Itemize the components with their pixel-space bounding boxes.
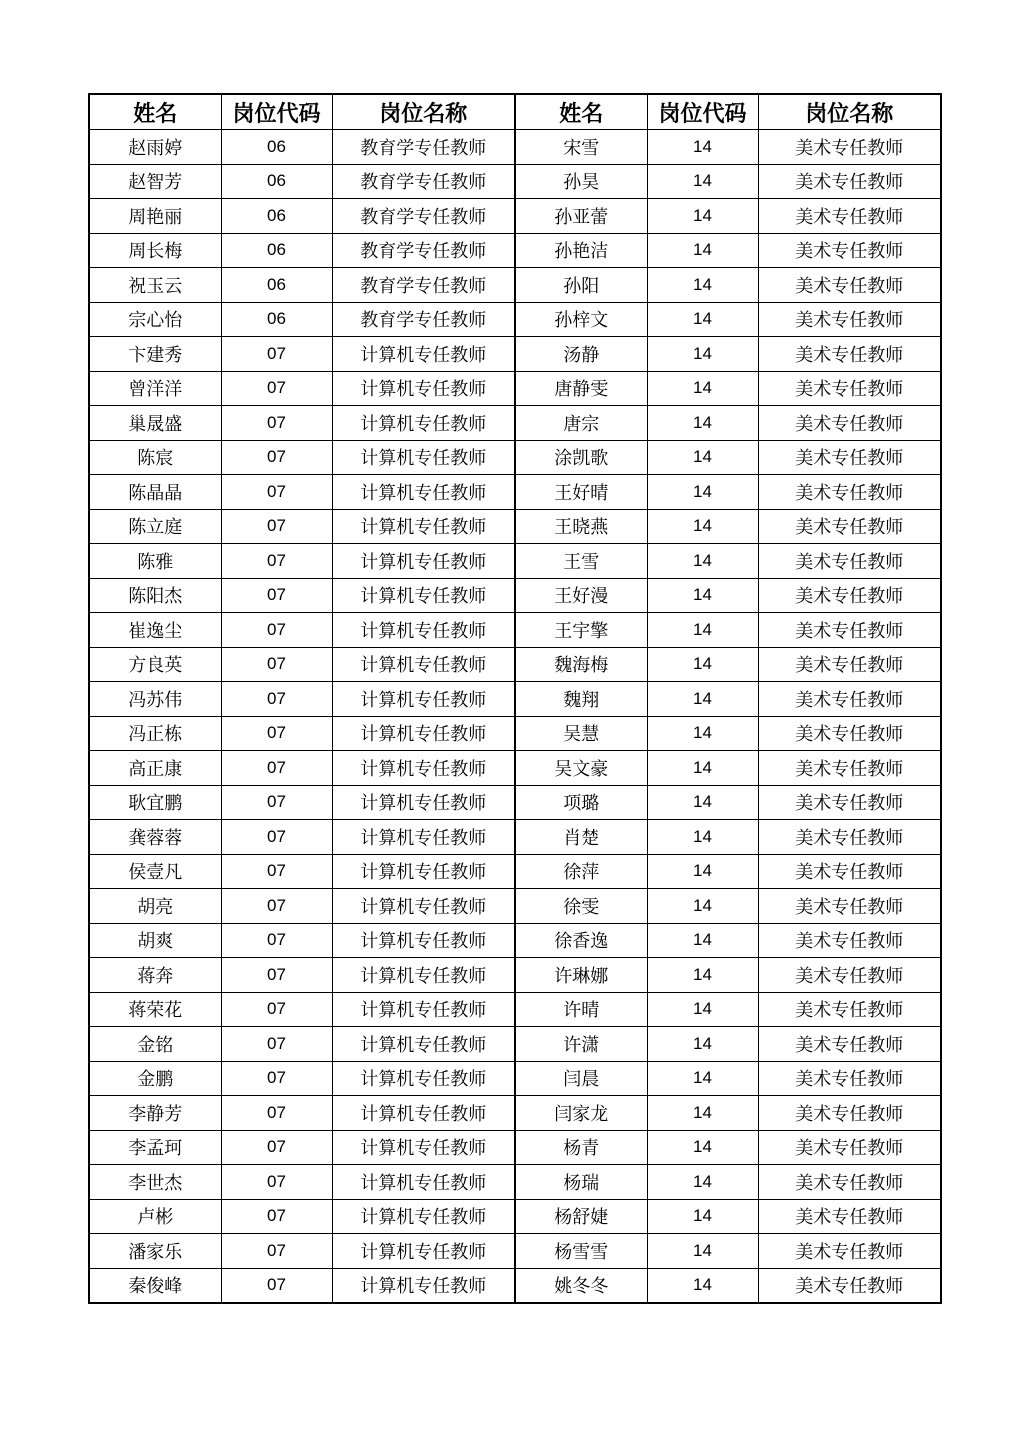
header-post-right: 岗位名称 [758,94,941,130]
table-row [89,371,941,406]
left-post-cell: 教育学专任教师 [332,233,515,268]
left-code-cell: 06 [221,233,332,268]
left-post-cell: 教育学专任教师 [332,164,515,199]
table-row [89,1061,941,1096]
left-name-cell: 金鹏 [89,1061,221,1096]
left-code-cell: 07 [221,716,332,751]
header-name-left: 姓名 [89,94,221,130]
table-header [89,94,941,130]
table-body [89,130,941,1304]
left-post-cell: 计算机专任教师 [332,440,515,475]
right-post-cell: 美术专任教师 [758,509,941,544]
table-row [89,199,941,234]
left-code-cell: 07 [221,854,332,889]
left-code-cell: 07 [221,992,332,1027]
left-code-cell: 07 [221,682,332,717]
left-code-cell: 07 [221,1130,332,1165]
left-code-cell: 06 [221,268,332,303]
left-code-cell: 07 [221,647,332,682]
table-row [89,716,941,751]
table-row [89,958,941,993]
left-post-cell: 计算机专任教师 [332,406,515,441]
left-post-cell: 计算机专任教师 [332,371,515,406]
table-row [89,1268,941,1303]
left-post-cell: 计算机专任教师 [332,647,515,682]
table-row [89,302,941,337]
left-code-cell: 07 [221,1027,332,1062]
left-post-cell: 计算机专任教师 [332,1199,515,1234]
left-name-cell: 龚蓉蓉 [89,820,221,855]
left-code-cell: 07 [221,1199,332,1234]
right-name-cell: 许琳娜 [515,958,647,993]
table-row [89,854,941,889]
table-row [89,440,941,475]
left-name-cell: 胡亮 [89,889,221,924]
right-code-cell: 14 [647,578,758,613]
right-code-cell: 14 [647,475,758,510]
right-name-cell: 姚冬冬 [515,1268,647,1303]
right-post-cell: 美术专任教师 [758,958,941,993]
right-post-cell: 美术专任教师 [758,1199,941,1234]
table-row [89,544,941,579]
left-name-cell: 李世杰 [89,1165,221,1200]
right-code-cell: 14 [647,164,758,199]
right-name-cell: 孙昊 [515,164,647,199]
right-post-cell: 美术专任教师 [758,1096,941,1131]
right-post-cell: 美术专任教师 [758,854,941,889]
right-post-cell: 美术专任教师 [758,889,941,924]
table-row [89,751,941,786]
right-post-cell: 美术专任教师 [758,751,941,786]
left-name-cell: 蒋奔 [89,958,221,993]
table-row [89,1234,941,1269]
right-name-cell: 魏翔 [515,682,647,717]
left-post-cell: 教育学专任教师 [332,199,515,234]
right-code-cell: 14 [647,613,758,648]
right-code-cell: 14 [647,1130,758,1165]
left-name-cell: 李孟珂 [89,1130,221,1165]
right-code-cell: 14 [647,992,758,1027]
right-post-cell: 美术专任教师 [758,337,941,372]
right-name-cell: 王宇擎 [515,613,647,648]
right-code-cell: 14 [647,302,758,337]
right-name-cell: 徐雯 [515,889,647,924]
table-row [89,1199,941,1234]
left-name-cell: 胡爽 [89,923,221,958]
right-name-cell: 徐香逸 [515,923,647,958]
left-code-cell: 07 [221,544,332,579]
left-name-cell: 巢晟盛 [89,406,221,441]
right-post-cell: 美术专任教师 [758,923,941,958]
right-name-cell: 宋雪 [515,130,647,165]
left-post-cell: 教育学专任教师 [332,302,515,337]
right-name-cell: 孙亚蕾 [515,199,647,234]
right-code-cell: 14 [647,1165,758,1200]
left-post-cell: 计算机专任教师 [332,1130,515,1165]
table-row [89,647,941,682]
right-post-cell: 美术专任教师 [758,647,941,682]
right-code-cell: 14 [647,371,758,406]
left-name-cell: 方良英 [89,647,221,682]
left-name-cell: 冯正栋 [89,716,221,751]
left-code-cell: 07 [221,509,332,544]
right-post-cell: 美术专任教师 [758,440,941,475]
left-code-cell: 07 [221,371,332,406]
right-post-cell: 美术专任教师 [758,785,941,820]
table-row [89,889,941,924]
left-name-cell: 崔逸尘 [89,613,221,648]
left-code-cell: 07 [221,1268,332,1303]
table-row [89,130,941,165]
right-name-cell: 孙艳洁 [515,233,647,268]
left-code-cell: 07 [221,923,332,958]
right-name-cell: 唐静雯 [515,371,647,406]
right-post-cell: 美术专任教师 [758,406,941,441]
left-code-cell: 07 [221,1165,332,1200]
left-name-cell: 李静芳 [89,1096,221,1131]
right-code-cell: 14 [647,923,758,958]
left-name-cell: 曾洋洋 [89,371,221,406]
right-code-cell: 14 [647,1268,758,1303]
left-post-cell: 计算机专任教师 [332,854,515,889]
right-post-cell: 美术专任教师 [758,613,941,648]
left-post-cell: 计算机专任教师 [332,1096,515,1131]
right-code-cell: 14 [647,509,758,544]
header-code-left: 岗位代码 [221,94,332,130]
left-post-cell: 计算机专任教师 [332,785,515,820]
right-post-cell: 美术专任教师 [758,1268,941,1303]
left-name-cell: 陈雅 [89,544,221,579]
table-row [89,578,941,613]
left-code-cell: 07 [221,578,332,613]
right-code-cell: 14 [647,958,758,993]
left-code-cell: 07 [221,613,332,648]
table-row [89,785,941,820]
right-code-cell: 14 [647,716,758,751]
right-post-cell: 美术专任教师 [758,1234,941,1269]
left-code-cell: 07 [221,475,332,510]
right-name-cell: 孙阳 [515,268,647,303]
right-code-cell: 14 [647,337,758,372]
left-name-cell: 陈立庭 [89,509,221,544]
left-code-cell: 07 [221,889,332,924]
right-post-cell: 美术专任教师 [758,199,941,234]
left-code-cell: 07 [221,406,332,441]
left-post-cell: 计算机专任教师 [332,578,515,613]
left-name-cell: 卢彬 [89,1199,221,1234]
header-code-right: 岗位代码 [647,94,758,130]
left-post-cell: 计算机专任教师 [332,751,515,786]
left-post-cell: 教育学专任教师 [332,130,515,165]
left-name-cell: 蒋荣花 [89,992,221,1027]
right-post-cell: 美术专任教师 [758,371,941,406]
left-name-cell: 宗心怡 [89,302,221,337]
table-row [89,682,941,717]
left-post-cell: 计算机专任教师 [332,820,515,855]
left-name-cell: 侯壹凡 [89,854,221,889]
right-code-cell: 14 [647,440,758,475]
left-name-cell: 祝玉云 [89,268,221,303]
left-code-cell: 06 [221,130,332,165]
right-code-cell: 14 [647,785,758,820]
left-post-cell: 计算机专任教师 [332,1165,515,1200]
personnel-table [88,93,942,1304]
left-post-cell: 计算机专任教师 [332,923,515,958]
right-name-cell: 孙梓文 [515,302,647,337]
left-code-cell: 07 [221,751,332,786]
right-code-cell: 14 [647,820,758,855]
left-name-cell: 潘家乐 [89,1234,221,1269]
right-name-cell: 杨瑞 [515,1165,647,1200]
right-post-cell: 美术专任教师 [758,1027,941,1062]
table-row [89,475,941,510]
right-code-cell: 14 [647,1096,758,1131]
table-row [89,1027,941,1062]
right-code-cell: 14 [647,1234,758,1269]
left-post-cell: 计算机专任教师 [332,544,515,579]
table-row [89,337,941,372]
left-post-cell: 计算机专任教师 [332,682,515,717]
right-code-cell: 14 [647,544,758,579]
right-post-cell: 美术专任教师 [758,164,941,199]
header-row [89,94,941,130]
right-code-cell: 14 [647,1199,758,1234]
left-post-cell: 计算机专任教师 [332,958,515,993]
table-row [89,406,941,441]
right-code-cell: 14 [647,682,758,717]
left-name-cell: 金铭 [89,1027,221,1062]
right-name-cell: 涂凯歌 [515,440,647,475]
left-code-cell: 07 [221,440,332,475]
left-code-cell: 07 [221,785,332,820]
right-code-cell: 14 [647,130,758,165]
right-post-cell: 美术专任教师 [758,544,941,579]
left-post-cell: 计算机专任教师 [332,337,515,372]
right-name-cell: 魏海梅 [515,647,647,682]
right-code-cell: 14 [647,199,758,234]
left-name-cell: 陈晶晶 [89,475,221,510]
left-post-cell: 计算机专任教师 [332,509,515,544]
left-post-cell: 计算机专任教师 [332,475,515,510]
right-name-cell: 吴慧 [515,716,647,751]
right-name-cell: 王晓燕 [515,509,647,544]
right-code-cell: 14 [647,268,758,303]
left-post-cell: 计算机专任教师 [332,889,515,924]
left-post-cell: 教育学专任教师 [332,268,515,303]
header-name-right: 姓名 [515,94,647,130]
right-post-cell: 美术专任教师 [758,682,941,717]
right-name-cell: 许潇 [515,1027,647,1062]
left-post-cell: 计算机专任教师 [332,1234,515,1269]
left-name-cell: 陈阳杰 [89,578,221,613]
right-name-cell: 杨舒婕 [515,1199,647,1234]
left-name-cell: 周长梅 [89,233,221,268]
table-row [89,923,941,958]
right-post-cell: 美术专任教师 [758,578,941,613]
header-post-left: 岗位名称 [332,94,515,130]
right-name-cell: 肖楚 [515,820,647,855]
right-name-cell: 杨雪雪 [515,1234,647,1269]
right-code-cell: 14 [647,233,758,268]
left-code-cell: 07 [221,1061,332,1096]
left-code-cell: 06 [221,164,332,199]
left-name-cell: 周艳丽 [89,199,221,234]
right-post-cell: 美术专任教师 [758,268,941,303]
table-row [89,1130,941,1165]
left-post-cell: 计算机专任教师 [332,1268,515,1303]
right-code-cell: 14 [647,1027,758,1062]
right-name-cell: 闫家龙 [515,1096,647,1131]
right-post-cell: 美术专任教师 [758,820,941,855]
right-code-cell: 14 [647,889,758,924]
right-post-cell: 美术专任教师 [758,716,941,751]
table-row [89,509,941,544]
left-name-cell: 秦俊峰 [89,1268,221,1303]
right-post-cell: 美术专任教师 [758,1061,941,1096]
left-code-cell: 06 [221,199,332,234]
right-name-cell: 唐宗 [515,406,647,441]
right-post-cell: 美术专任教师 [758,233,941,268]
right-name-cell: 王好晴 [515,475,647,510]
right-name-cell: 吴文豪 [515,751,647,786]
table-row [89,1096,941,1131]
right-post-cell: 美术专任教师 [758,130,941,165]
table-row [89,233,941,268]
right-name-cell: 项璐 [515,785,647,820]
table-row [89,613,941,648]
left-name-cell: 陈宸 [89,440,221,475]
left-post-cell: 计算机专任教师 [332,716,515,751]
right-name-cell: 汤静 [515,337,647,372]
left-post-cell: 计算机专任教师 [332,613,515,648]
left-code-cell: 06 [221,302,332,337]
left-post-cell: 计算机专任教师 [332,992,515,1027]
right-name-cell: 许晴 [515,992,647,1027]
left-code-cell: 07 [221,1096,332,1131]
left-post-cell: 计算机专任教师 [332,1027,515,1062]
left-name-cell: 赵智芳 [89,164,221,199]
right-post-cell: 美术专任教师 [758,475,941,510]
right-code-cell: 14 [647,751,758,786]
right-code-cell: 14 [647,406,758,441]
right-post-cell: 美术专任教师 [758,302,941,337]
left-name-cell: 冯苏伟 [89,682,221,717]
table-row [89,268,941,303]
left-name-cell: 赵雨婷 [89,130,221,165]
right-name-cell: 徐萍 [515,854,647,889]
left-code-cell: 07 [221,337,332,372]
left-code-cell: 07 [221,1234,332,1269]
left-code-cell: 07 [221,958,332,993]
left-name-cell: 高正康 [89,751,221,786]
right-name-cell: 杨青 [515,1130,647,1165]
left-name-cell: 卞建秀 [89,337,221,372]
right-name-cell: 闫晨 [515,1061,647,1096]
right-post-cell: 美术专任教师 [758,1165,941,1200]
table-row [89,992,941,1027]
right-post-cell: 美术专任教师 [758,992,941,1027]
right-post-cell: 美术专任教师 [758,1130,941,1165]
right-code-cell: 14 [647,1061,758,1096]
table-row [89,820,941,855]
right-code-cell: 14 [647,854,758,889]
left-name-cell: 耿宜鹏 [89,785,221,820]
table-row [89,1165,941,1200]
right-name-cell: 王雪 [515,544,647,579]
left-post-cell: 计算机专任教师 [332,1061,515,1096]
right-code-cell: 14 [647,647,758,682]
table-row [89,164,941,199]
right-name-cell: 王好漫 [515,578,647,613]
left-code-cell: 07 [221,820,332,855]
